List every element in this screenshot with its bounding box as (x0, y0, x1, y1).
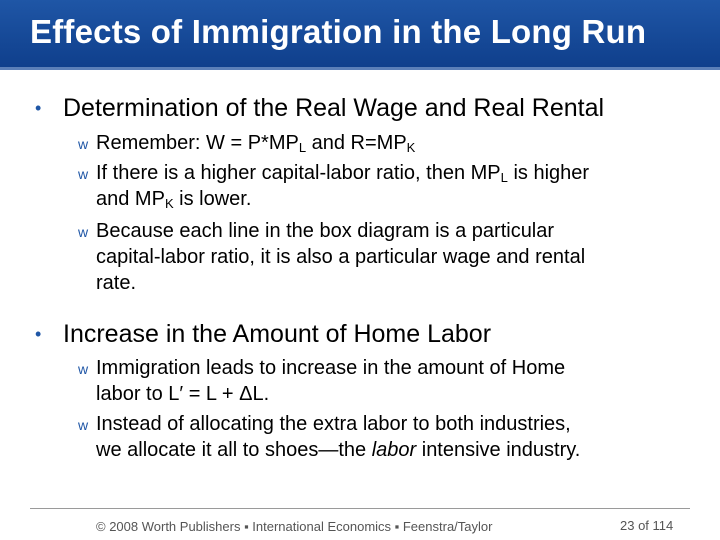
sub-bullet-icon: w (78, 166, 89, 182)
section2-item2: Instead of allocating the extra labor to both industries, we allocate it all to shoes—the labor intensive industry. (96, 413, 581, 461)
footer-divider (30, 508, 690, 509)
section1-heading: Determination of the Real Wage and Real Rental (63, 94, 605, 122)
section1-item3: Because each line in the box diagram is a particular capital-labor ratio, it is also a particular wage and rental rate. (96, 220, 586, 294)
bullet-icon: • (35, 324, 42, 344)
bullet-icon: • (35, 98, 42, 118)
title-bar (0, 0, 720, 70)
section2-item1: Immigration leads to increase in the amount of Home labor to L′ = L + ΔL. (96, 357, 566, 405)
section1-item2: If there is a higher capital-labor ratio, then $MP_L$ is higher and $MP_K$ is lower. (96, 162, 590, 211)
sub-bullet-icon: w (78, 224, 89, 240)
section2-heading: Increase in the Amount of Home Labor (63, 320, 492, 348)
section1-item1: Remember: $W = P*MP_L$ and $R=MP_K$ (96, 132, 416, 155)
sub-bullet-icon: w (78, 417, 89, 433)
page-number: 23 of 114 (620, 518, 674, 533)
sub-bullet-icon: w (78, 361, 89, 377)
slide-title: Effects of Immigration in the Long Run (30, 13, 647, 50)
sub-bullet-icon: w (78, 136, 89, 152)
footer-citation: © 2008 Worth Publishers ▪ International Economics ▪ Feenstra/Taylor (96, 519, 493, 534)
